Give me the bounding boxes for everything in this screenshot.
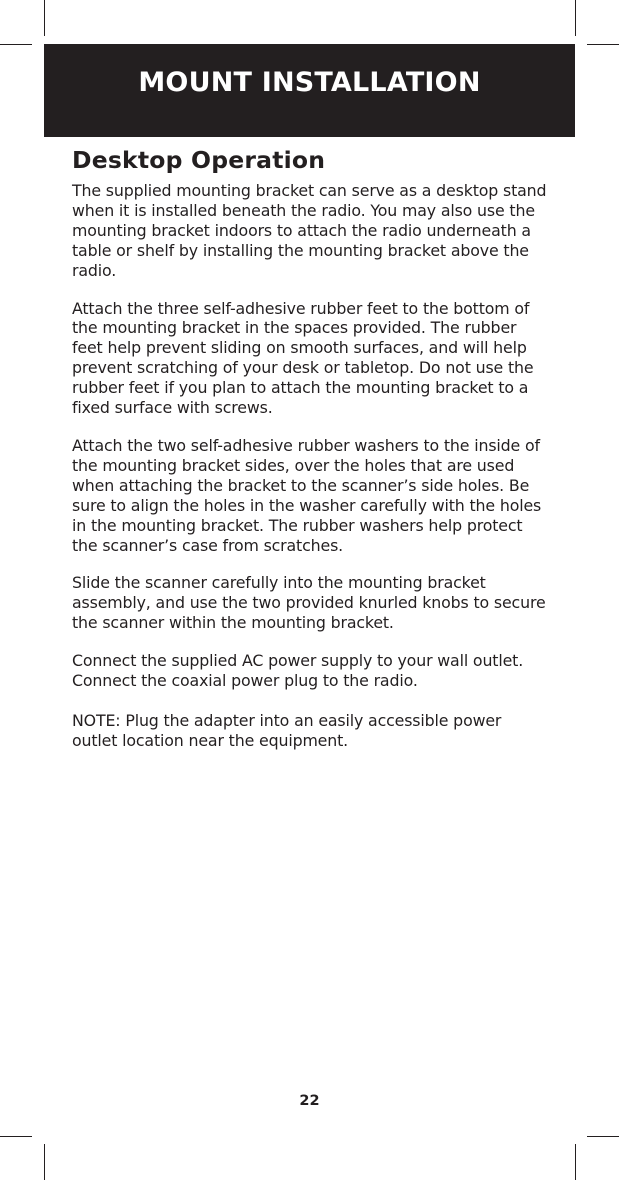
- paragraph-rubber-feet: Attach the three self-adhesive rubber feet to the bottom of the mounting bracket in the spaces provided. The rubber feet help prevent sliding on smooth surfaces, and will help prevent scratching of your desk or tabletop. Do not use the rubber feet if you plan to attach the mounting bracket to a fixed surface with screws.: [72, 298, 534, 418]
- note-paragraph: [72, 711, 550, 751]
- note-text: : Plug the adapter into an easily accessible power outlet location near the equipment.: [72, 710, 502, 750]
- note-label: NOTE: [72, 710, 116, 730]
- crop-mark-top-left-vertical: [44, 0, 45, 36]
- crop-mark-bottom-left-horizontal: [0, 1136, 32, 1137]
- crop-mark-bottom-right-vertical: [575, 1144, 576, 1180]
- paragraph-desktop-stand: The supplied mounting bracket can serve as a desktop stand when it is installed beneath the radio. You may also use the mounting bracket indoors to attach the radio underneath a table or shelf by installing the mounting bracket above the radio.: [72, 181, 547, 280]
- crop-mark-bottom-left-vertical: [44, 1144, 45, 1180]
- banner-title: MOUNT INSTALLATION: [138, 67, 481, 98]
- crop-mark-top-left-horizontal: [0, 44, 32, 45]
- crop-mark-top-right-vertical: [575, 0, 576, 36]
- paragraph-slide-scanner: Slide the scanner carefully into the mounting bracket assembly, and use the two provided knurled knobs to secure the scanner within the mounting bracket.: [72, 573, 546, 633]
- section-banner: [44, 44, 575, 137]
- paragraph-rubber-washers: Attach the two self-adhesive rubber washers to the inside of the mounting bracket sides, over the holes that are used when attaching the bracket to the scanner’s side holes. Be sure to align the holes in the washer carefully with the holes in the mounting bracket. The rubber washers help protect the scanner’s case from scratches.: [72, 435, 542, 555]
- paragraph-connect-power: Connect the supplied AC power supply to your wall outlet. Connect the coaxial power plug to the radio.: [72, 651, 524, 691]
- crop-mark-top-right-horizontal: [587, 44, 619, 45]
- page-content: [72, 143, 550, 751]
- page-number: 22: [299, 1093, 320, 1109]
- section-heading: Desktop Operation: [72, 146, 326, 174]
- crop-mark-bottom-right-horizontal: [587, 1136, 619, 1137]
